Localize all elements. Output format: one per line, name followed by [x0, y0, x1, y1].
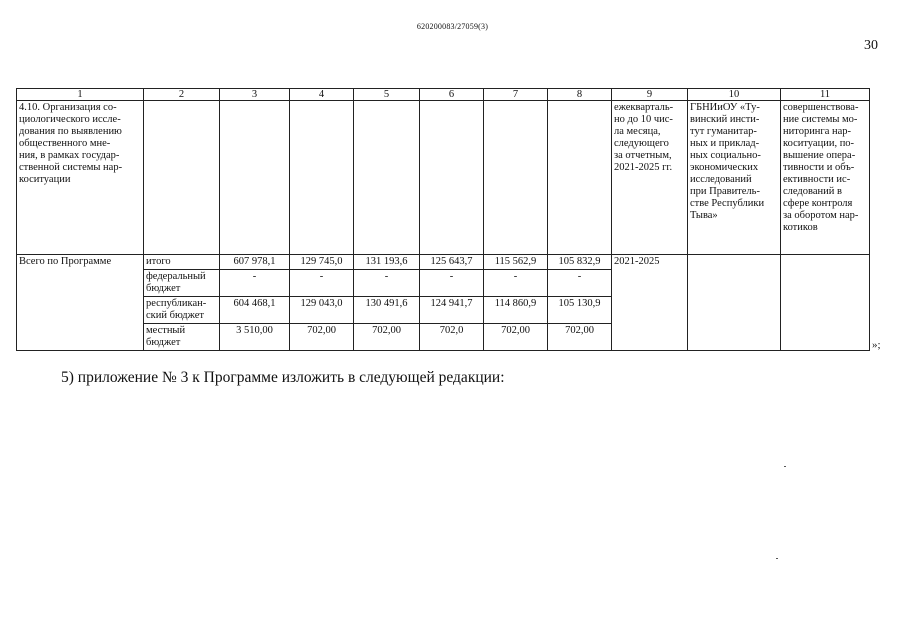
empty-cell: [420, 101, 484, 255]
column-number: 2: [144, 89, 220, 101]
funding-value: 604 468,1: [220, 297, 290, 324]
funding-value: 702,00: [354, 324, 420, 351]
activity-name: 4.10. Организация со- циологического иссле- дования по выявлению общественного мне- ния, в рамках государ- ственной системы нар- коситуации: [17, 101, 144, 255]
funding-value: 105 832,9: [548, 255, 612, 270]
column-number-row: [17, 89, 870, 101]
funding-source: республикан- ский бюджет: [144, 297, 220, 324]
funding-value: 3 510,00: [220, 324, 290, 351]
empty-cell: [290, 101, 354, 255]
total-row: [17, 255, 870, 270]
column-number: 8: [548, 89, 612, 101]
funding-value: 124 941,7: [420, 297, 484, 324]
funding-value: -: [290, 270, 354, 297]
funding-value: -: [420, 270, 484, 297]
funding-value: 129 043,0: [290, 297, 354, 324]
empty-cell: [781, 255, 870, 351]
empty-cell: [688, 255, 781, 351]
funding-value: -: [354, 270, 420, 297]
funding-value: -: [484, 270, 548, 297]
funding-value: 702,00: [484, 324, 548, 351]
activity-executor: ГБНИиОУ «Ту- винский инсти- тут гуманитар- ных и приклад- ных социально- экономических исследований при Правитель- стве Республики Тыва»: [688, 101, 781, 255]
closing-quote: »;: [872, 339, 881, 351]
column-number: 7: [484, 89, 548, 101]
funding-value: -: [220, 270, 290, 297]
empty-cell: [548, 101, 612, 255]
empty-cell: [354, 101, 420, 255]
activity-timing: ежекварталь- но до 10 чис- ла месяца, следующего за отчетным, 2021-2025 гг.: [612, 101, 688, 255]
column-number: 9: [612, 89, 688, 101]
empty-cell: [220, 101, 290, 255]
funding-value: -: [548, 270, 612, 297]
funding-value: 607 978,1: [220, 255, 290, 270]
funding-value: 129 745,0: [290, 255, 354, 270]
funding-value: 115 562,9: [484, 255, 548, 270]
page-number: 30: [864, 38, 878, 53]
funding-source: местный бюджет: [144, 324, 220, 351]
funding-value: 114 860,9: [484, 297, 548, 324]
program-table: [16, 88, 870, 351]
activity-row: [17, 101, 870, 255]
funding-source: федеральный бюджет: [144, 270, 220, 297]
total-period: 2021-2025: [612, 255, 688, 351]
column-number: 1: [17, 89, 144, 101]
column-number: 11: [781, 89, 870, 101]
column-number: 4: [290, 89, 354, 101]
funding-value: 125 643,7: [420, 255, 484, 270]
document-id: 620200083/27059(3): [416, 22, 489, 31]
scan-speck: [784, 466, 786, 467]
funding-value: 105 130,9: [548, 297, 612, 324]
scan-speck: [776, 558, 778, 559]
instruction-text: 5) приложение № 3 к Программе изложить в следующей редакции:: [61, 369, 505, 386]
total-label: Всего по Программе: [17, 255, 144, 351]
empty-cell: [484, 101, 548, 255]
column-number: 10: [688, 89, 781, 101]
funding-value: 130 491,6: [354, 297, 420, 324]
activity-result: совершенствова- ние системы мо- ниторинга нар- коситуации, по- вышение опера- тивности и объ- ективности ис- следований в сфере контроля за оборотом нар- котиков: [781, 101, 870, 255]
column-number: 6: [420, 89, 484, 101]
funding-value: 702,00: [290, 324, 354, 351]
funding-value: 702,0: [420, 324, 484, 351]
funding-source: итого: [144, 255, 220, 270]
empty-cell: [144, 101, 220, 255]
funding-value: 702,00: [548, 324, 612, 351]
column-number: 3: [220, 89, 290, 101]
column-number: 5: [354, 89, 420, 101]
funding-value: 131 193,6: [354, 255, 420, 270]
